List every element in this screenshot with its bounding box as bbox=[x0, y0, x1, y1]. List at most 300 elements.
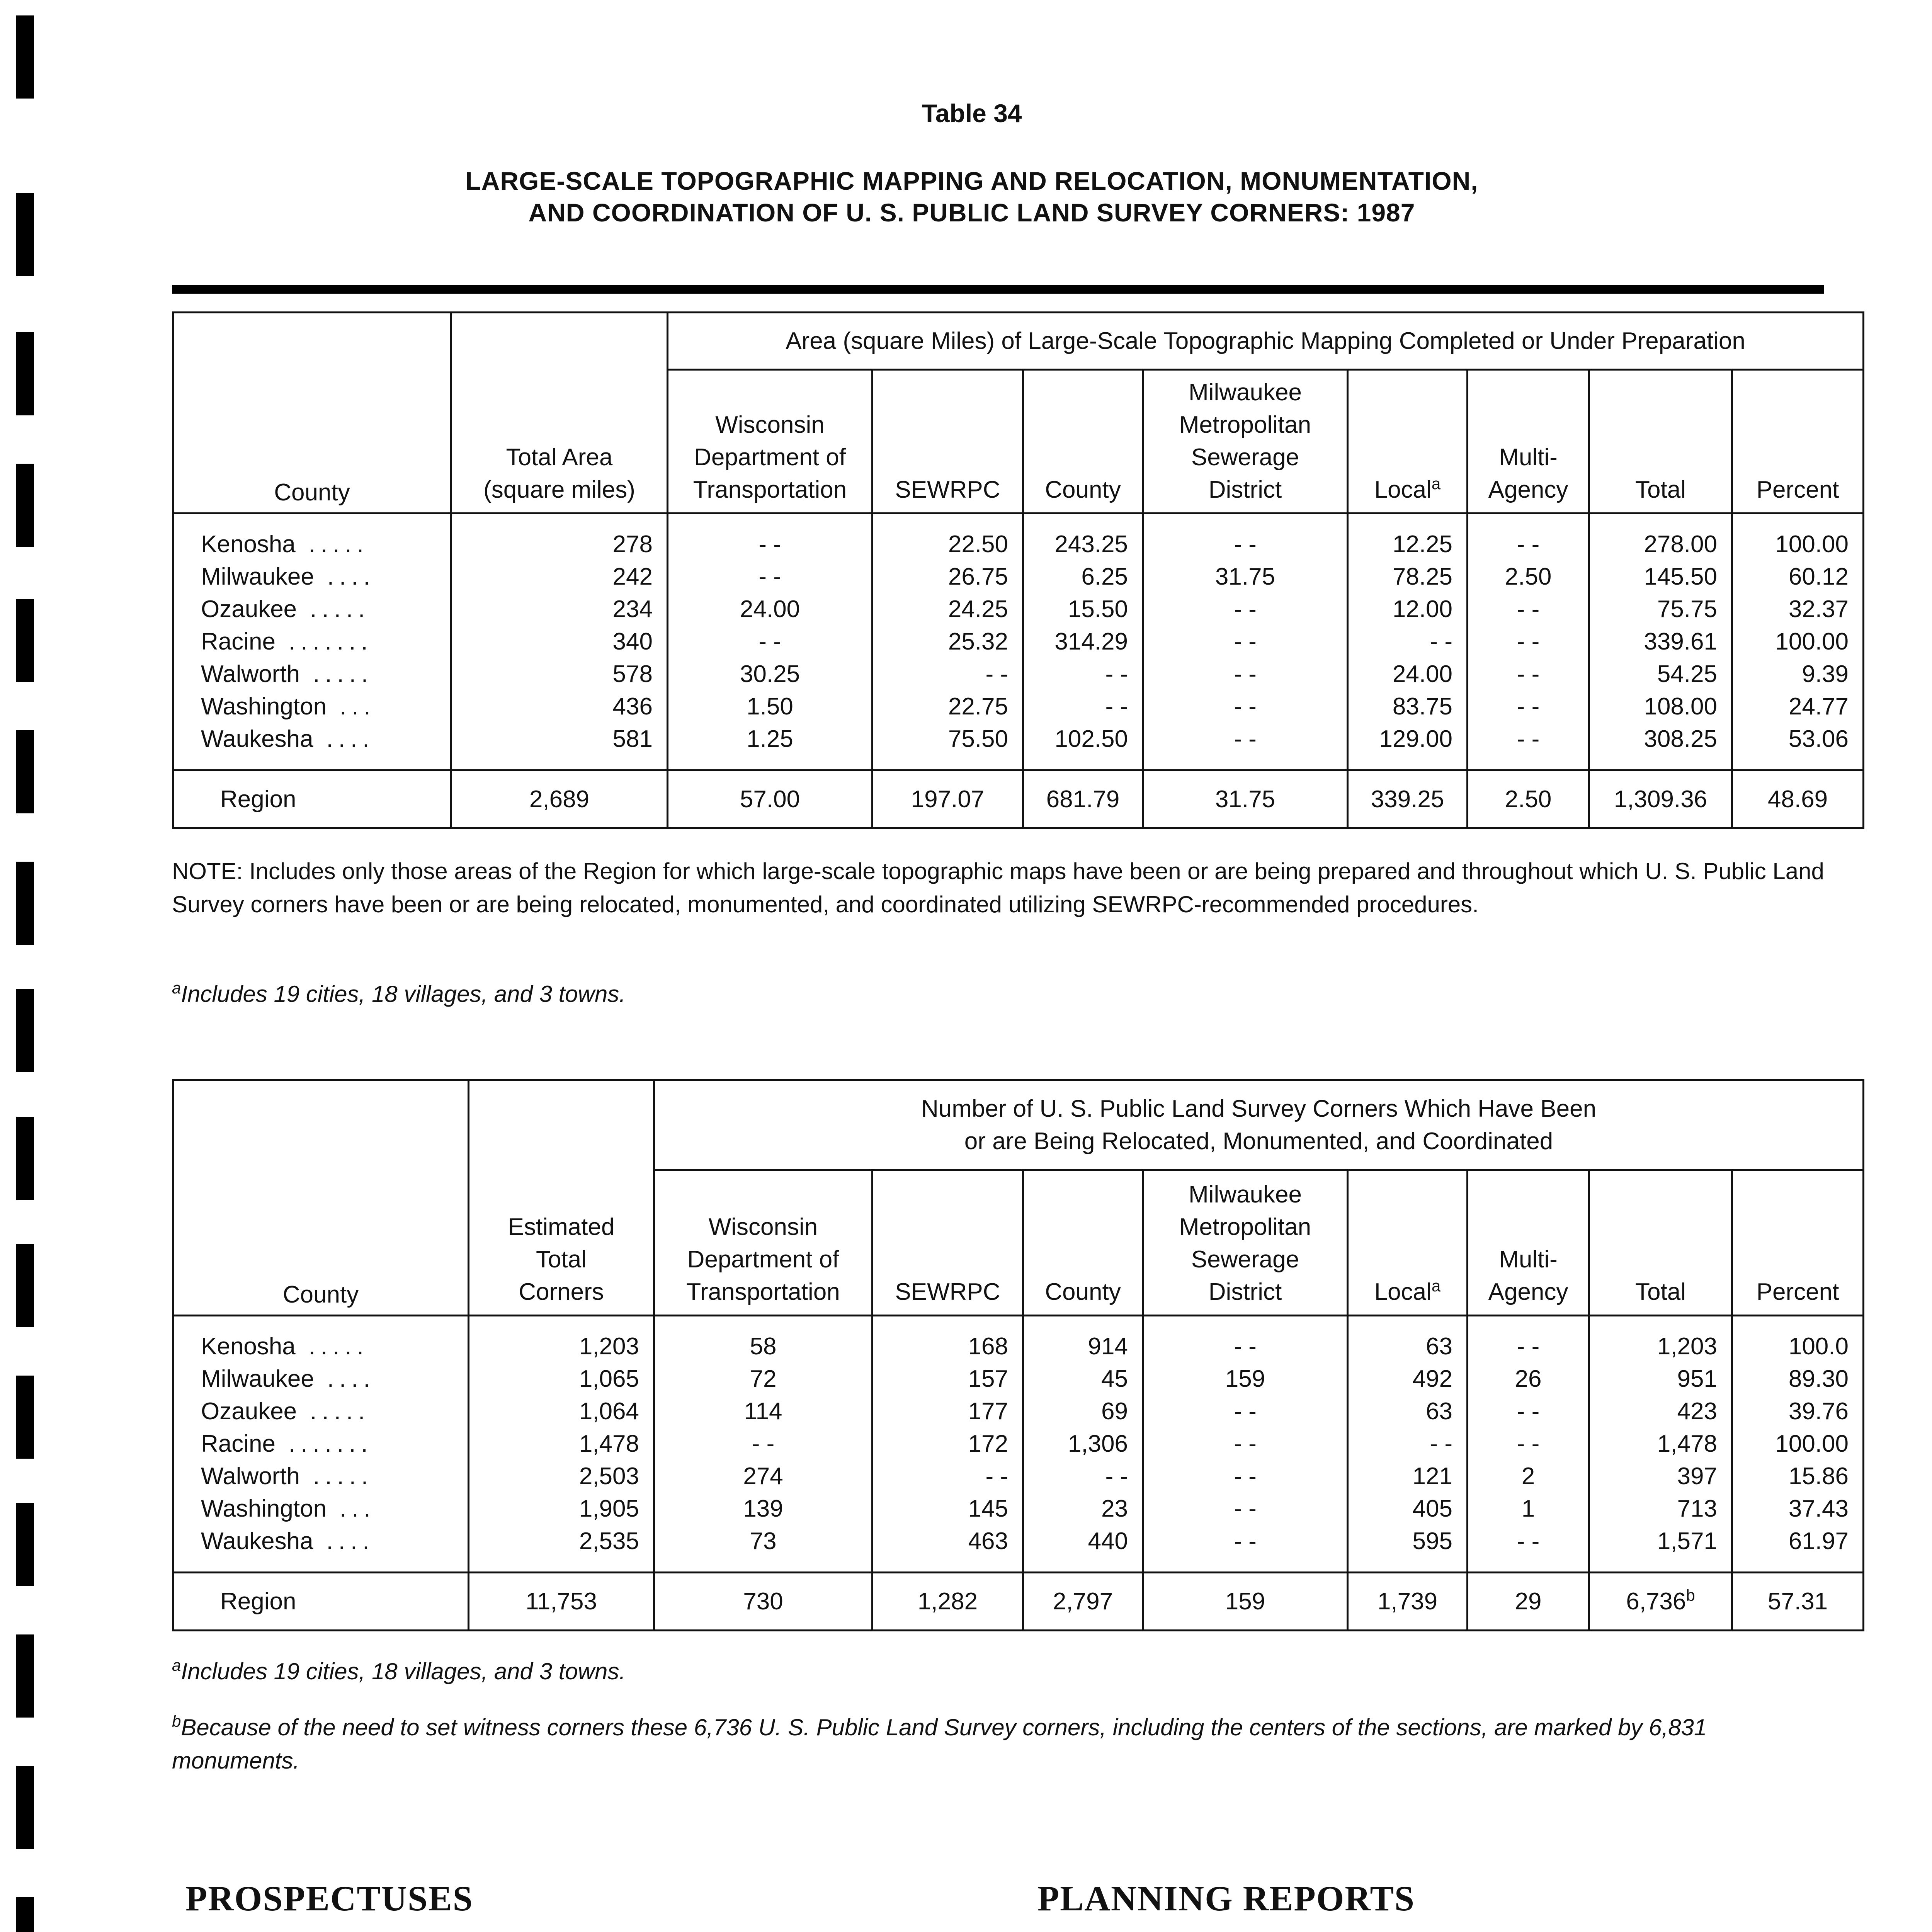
region-value: 730 bbox=[743, 1588, 783, 1615]
region-value: 1,739 bbox=[1377, 1588, 1438, 1615]
header-line: Department of bbox=[687, 1246, 839, 1273]
cell-local: 492 bbox=[1348, 1363, 1468, 1395]
header-sewrpc: SEWRPC bbox=[872, 370, 1023, 514]
cell-percent: 61.97 bbox=[1732, 1525, 1864, 1573]
header-line: Metropolitan bbox=[1179, 412, 1311, 438]
leader-dots: ..... bbox=[308, 1333, 369, 1360]
binder-hole bbox=[16, 1897, 34, 1932]
cell-total: 75.75 bbox=[1589, 593, 1732, 626]
cell-local: 83.75 bbox=[1348, 690, 1468, 723]
region-local bbox=[1348, 1573, 1468, 1631]
county-label: Waukesha bbox=[201, 726, 313, 752]
cell-wisdot: - - bbox=[668, 561, 872, 593]
table-row bbox=[173, 593, 1864, 626]
region-multi bbox=[1468, 1573, 1589, 1631]
cell-total: 54.25 bbox=[1589, 658, 1732, 690]
cell-wisdot: 58 bbox=[654, 1316, 872, 1363]
cell-mmsd: - - bbox=[1143, 1316, 1348, 1363]
header-wisdot bbox=[668, 370, 872, 514]
cell-percent: 100.00 bbox=[1732, 626, 1864, 658]
cell-est-corners: 1,905 bbox=[469, 1493, 654, 1525]
planning-reports-heading: PLANNING REPORTS bbox=[1037, 1879, 1415, 1918]
cell-mmsd: - - bbox=[1143, 1493, 1348, 1525]
cell-county-val: 1,306 bbox=[1023, 1428, 1143, 1460]
cell-wisdot: 72 bbox=[654, 1363, 872, 1395]
header-est-corners bbox=[469, 1080, 654, 1316]
header-group-corners bbox=[654, 1080, 1864, 1170]
header-line: Wisconsin bbox=[715, 412, 825, 438]
cell-total-area: 242 bbox=[451, 561, 668, 593]
cell-multi: - - bbox=[1468, 1395, 1589, 1428]
table-row bbox=[173, 658, 1864, 690]
cell-est-corners: 1,203 bbox=[469, 1316, 654, 1363]
region-value: 2,689 bbox=[529, 786, 590, 813]
header-local-label: Local bbox=[1374, 476, 1432, 503]
mapping-table bbox=[172, 311, 1864, 829]
table-row bbox=[173, 561, 1864, 593]
cell-sewrpc: 168 bbox=[872, 1316, 1023, 1363]
leader-dots: ... bbox=[340, 693, 376, 720]
footnote-marker: a bbox=[172, 1656, 181, 1674]
county-name bbox=[173, 723, 451, 770]
note-text: Includes only those areas of the Region for which large-scale topographic maps have been or are being prepared and throughout which U. S. Public Land Survey corners have been or are being relocated, monumented, and coordinated utilizing SEWRPC-recommended procedures. bbox=[172, 858, 1824, 917]
cell-local: 78.25 bbox=[1348, 561, 1468, 593]
binder-hole bbox=[16, 1376, 34, 1459]
cell-county-val: 314.29 bbox=[1023, 626, 1143, 658]
header-group-area-label: Area (square Miles) of Large-Scale Topographic Mapping Completed or Under Preparation bbox=[786, 327, 1745, 354]
county-label: Washington bbox=[201, 693, 327, 720]
cell-total-area: 234 bbox=[451, 593, 668, 626]
cell-local: 595 bbox=[1348, 1525, 1468, 1573]
cell-sewrpc: 24.25 bbox=[872, 593, 1023, 626]
leader-dots: ....... bbox=[289, 628, 373, 655]
header-line: District bbox=[1208, 1279, 1282, 1305]
header-county-col: County bbox=[1023, 370, 1143, 514]
cell-mmsd: - - bbox=[1143, 690, 1348, 723]
cell-wisdot: 73 bbox=[654, 1525, 872, 1573]
header-line: Multi- bbox=[1499, 1246, 1558, 1273]
cell-percent: 37.43 bbox=[1732, 1493, 1864, 1525]
header-total: Total bbox=[1589, 370, 1732, 514]
table-row bbox=[173, 1395, 1864, 1428]
header-total-area-line: (square miles) bbox=[483, 476, 635, 503]
cell-percent: 53.06 bbox=[1732, 723, 1864, 770]
region-mmsd bbox=[1143, 770, 1348, 828]
region-value: 57.00 bbox=[740, 786, 800, 813]
cell-local: 24.00 bbox=[1348, 658, 1468, 690]
cell-multi: - - bbox=[1468, 1525, 1589, 1573]
table-row bbox=[173, 690, 1864, 723]
header-wisdot bbox=[654, 1170, 872, 1316]
leader-dots: ..... bbox=[313, 1463, 374, 1490]
leader-dots: .... bbox=[326, 726, 375, 752]
cell-sewrpc: - - bbox=[872, 1460, 1023, 1493]
cell-wisdot: 1.50 bbox=[668, 690, 872, 723]
county-name bbox=[173, 658, 451, 690]
header-local bbox=[1348, 1170, 1468, 1316]
county-label: Kenosha bbox=[201, 531, 296, 558]
header-mmsd bbox=[1143, 370, 1348, 514]
cell-multi: 26 bbox=[1468, 1363, 1589, 1395]
cell-local: - - bbox=[1348, 1428, 1468, 1460]
table-row bbox=[173, 1363, 1864, 1395]
cell-county-val: 102.50 bbox=[1023, 723, 1143, 770]
county-name bbox=[173, 1525, 469, 1573]
cell-mmsd: - - bbox=[1143, 626, 1348, 658]
cell-multi: 1 bbox=[1468, 1493, 1589, 1525]
cell-total: 145.50 bbox=[1589, 561, 1732, 593]
cell-local: 405 bbox=[1348, 1493, 1468, 1525]
cell-sewrpc: 157 bbox=[872, 1363, 1023, 1395]
cell-mmsd: - - bbox=[1143, 1395, 1348, 1428]
cell-multi: - - bbox=[1468, 593, 1589, 626]
cell-local: 12.00 bbox=[1348, 593, 1468, 626]
leader-dots: ..... bbox=[308, 531, 369, 558]
binder-hole bbox=[16, 599, 34, 682]
cell-wisdot: 1.25 bbox=[668, 723, 872, 770]
cell-total: 423 bbox=[1589, 1395, 1732, 1428]
region-multi bbox=[1468, 770, 1589, 828]
region-total-area bbox=[451, 770, 668, 828]
cell-total: 1,478 bbox=[1589, 1428, 1732, 1460]
header-line: Department of bbox=[694, 444, 846, 471]
region-value: 681.79 bbox=[1046, 786, 1120, 813]
region-percent bbox=[1732, 770, 1864, 828]
county-name bbox=[173, 1428, 469, 1460]
cell-sewrpc: 26.75 bbox=[872, 561, 1023, 593]
cell-wisdot: 114 bbox=[654, 1395, 872, 1428]
cell-total-area: 581 bbox=[451, 723, 668, 770]
header-line: District bbox=[1208, 476, 1282, 503]
county-label: Milwaukee bbox=[201, 563, 314, 590]
cell-wisdot: 274 bbox=[654, 1460, 872, 1493]
cell-total: 278.00 bbox=[1589, 514, 1732, 561]
header-line: Agency bbox=[1488, 1279, 1568, 1305]
cell-county-val: 23 bbox=[1023, 1493, 1143, 1525]
header-sewrpc: SEWRPC bbox=[872, 1170, 1023, 1316]
cell-multi: 2 bbox=[1468, 1460, 1589, 1493]
cell-sewrpc: 22.50 bbox=[872, 514, 1023, 561]
cell-local: 63 bbox=[1348, 1395, 1468, 1428]
county-name bbox=[173, 561, 451, 593]
cell-total: 339.61 bbox=[1589, 626, 1732, 658]
cell-percent: 24.77 bbox=[1732, 690, 1864, 723]
county-name bbox=[173, 626, 451, 658]
cell-percent: 100.00 bbox=[1732, 514, 1864, 561]
cell-multi: - - bbox=[1468, 626, 1589, 658]
header-line: Milwaukee bbox=[1189, 379, 1302, 406]
table-row bbox=[173, 723, 1864, 770]
cell-multi: - - bbox=[1468, 723, 1589, 770]
cell-sewrpc: 463 bbox=[872, 1525, 1023, 1573]
header-line: Sewerage bbox=[1191, 1246, 1299, 1273]
cell-local: - - bbox=[1348, 626, 1468, 658]
cell-est-corners: 1,064 bbox=[469, 1395, 654, 1428]
footnote-marker: b bbox=[1686, 1586, 1695, 1604]
binder-hole bbox=[16, 332, 34, 415]
cell-total-area: 278 bbox=[451, 514, 668, 561]
county-name bbox=[173, 1493, 469, 1525]
footnote-marker: a bbox=[1431, 474, 1441, 493]
region-value: 6,736 bbox=[1626, 1588, 1686, 1615]
cell-multi: - - bbox=[1468, 690, 1589, 723]
table-number: Table 34 bbox=[922, 99, 1022, 128]
county-label: Kenosha bbox=[201, 1333, 296, 1360]
cell-sewrpc: 177 bbox=[872, 1395, 1023, 1428]
footnote-marker: a bbox=[1431, 1277, 1441, 1295]
header-group-corners-line: or are Being Relocated, Monumented, and Coordinated bbox=[964, 1128, 1553, 1155]
cell-total: 397 bbox=[1589, 1460, 1732, 1493]
cell-mmsd: - - bbox=[1143, 593, 1348, 626]
title-rule bbox=[172, 285, 1824, 294]
cell-wisdot: - - bbox=[668, 626, 872, 658]
footnote-text: Includes 19 cities, 18 villages, and 3 towns. bbox=[181, 1658, 626, 1684]
cell-mmsd: - - bbox=[1143, 1428, 1348, 1460]
region-value: 29 bbox=[1515, 1588, 1542, 1615]
leader-dots: .... bbox=[327, 1366, 376, 1392]
leader-dots: ....... bbox=[289, 1430, 373, 1457]
region-value: 197.07 bbox=[911, 786, 985, 813]
cell-sewrpc: 145 bbox=[872, 1493, 1023, 1525]
cell-wisdot: 30.25 bbox=[668, 658, 872, 690]
binder-holes bbox=[0, 0, 77, 1932]
table1-note bbox=[172, 855, 1830, 921]
cell-multi: - - bbox=[1468, 1428, 1589, 1460]
cell-total: 951 bbox=[1589, 1363, 1732, 1395]
cell-sewrpc: 22.75 bbox=[872, 690, 1023, 723]
leader-dots: .... bbox=[327, 563, 376, 590]
header-local bbox=[1348, 370, 1468, 514]
header-line: Corners bbox=[519, 1279, 604, 1305]
footnote-text: Includes 19 cities, 18 villages, and 3 towns. bbox=[181, 981, 626, 1007]
corners-table bbox=[172, 1079, 1864, 1631]
region-value: 1,309.36 bbox=[1614, 786, 1708, 813]
county-name bbox=[173, 1460, 469, 1493]
header-total-area-line: Total Area bbox=[506, 444, 613, 471]
region-local bbox=[1348, 770, 1468, 828]
header-line: Transportation bbox=[686, 1279, 840, 1305]
county-name bbox=[173, 514, 451, 561]
binder-hole bbox=[16, 989, 34, 1072]
header-line: Estimated bbox=[508, 1214, 615, 1240]
region-county-val bbox=[1023, 1573, 1143, 1631]
cell-mmsd: - - bbox=[1143, 658, 1348, 690]
county-label: Ozaukee bbox=[201, 1398, 297, 1425]
binder-hole bbox=[16, 1244, 34, 1327]
county-name bbox=[173, 1316, 469, 1363]
cell-wisdot: - - bbox=[654, 1428, 872, 1460]
cell-mmsd: - - bbox=[1143, 1525, 1348, 1573]
county-label: Racine bbox=[201, 628, 276, 655]
table-title-line-1: LARGE-SCALE TOPOGRAPHIC MAPPING AND RELOCATION, MONUMENTATION, bbox=[465, 167, 1478, 195]
county-label: Walworth bbox=[201, 1463, 300, 1490]
cell-total-area: 436 bbox=[451, 690, 668, 723]
header-percent: Percent bbox=[1732, 1170, 1864, 1316]
cell-local: 63 bbox=[1348, 1316, 1468, 1363]
county-label: Racine bbox=[201, 1430, 276, 1457]
header-line: Agency bbox=[1488, 476, 1568, 503]
cell-mmsd: - - bbox=[1143, 514, 1348, 561]
cell-percent: 100.00 bbox=[1732, 1428, 1864, 1460]
header-group-area bbox=[668, 313, 1864, 370]
header-county-col: County bbox=[1023, 1170, 1143, 1316]
cell-percent: 60.12 bbox=[1732, 561, 1864, 593]
county-name bbox=[173, 690, 451, 723]
table-row bbox=[173, 1493, 1864, 1525]
region-total-row bbox=[173, 1573, 1864, 1631]
county-name bbox=[173, 593, 451, 626]
region-total-row bbox=[173, 770, 1864, 828]
cell-county-val: 45 bbox=[1023, 1363, 1143, 1395]
header-total: Total bbox=[1589, 1170, 1732, 1316]
table1-footnote-a bbox=[172, 978, 626, 1011]
region-value: 31.75 bbox=[1215, 786, 1276, 813]
cell-county-val: - - bbox=[1023, 690, 1143, 723]
cell-county-val: 69 bbox=[1023, 1395, 1143, 1428]
cell-sewrpc: 172 bbox=[872, 1428, 1023, 1460]
cell-total: 308.25 bbox=[1589, 723, 1732, 770]
binder-hole bbox=[16, 1634, 34, 1718]
cell-est-corners: 2,535 bbox=[469, 1525, 654, 1573]
region-percent bbox=[1732, 1573, 1864, 1631]
region-total bbox=[1589, 1573, 1732, 1631]
region-total bbox=[1589, 770, 1732, 828]
cell-wisdot: 24.00 bbox=[668, 593, 872, 626]
header-line: Transportation bbox=[693, 476, 847, 503]
table-row bbox=[173, 1525, 1864, 1573]
cell-multi: 2.50 bbox=[1468, 561, 1589, 593]
region-label: Region bbox=[173, 1573, 469, 1631]
county-label: Waukesha bbox=[201, 1528, 313, 1554]
binder-hole bbox=[16, 1503, 34, 1586]
county-name bbox=[173, 1363, 469, 1395]
footnote-marker: b bbox=[172, 1712, 181, 1730]
cell-mmsd: - - bbox=[1143, 723, 1348, 770]
cell-percent: 39.76 bbox=[1732, 1395, 1864, 1428]
cell-sewrpc: 75.50 bbox=[872, 723, 1023, 770]
cell-sewrpc: 25.32 bbox=[872, 626, 1023, 658]
region-value: 159 bbox=[1225, 1588, 1265, 1615]
note-label: NOTE: bbox=[172, 858, 243, 884]
region-sewrpc bbox=[872, 770, 1023, 828]
cell-local: 12.25 bbox=[1348, 514, 1468, 561]
leader-dots: ..... bbox=[310, 1398, 371, 1425]
region-value: 48.69 bbox=[1767, 786, 1828, 813]
region-label: Region bbox=[173, 770, 451, 828]
cell-mmsd: - - bbox=[1143, 1460, 1348, 1493]
cell-local: 129.00 bbox=[1348, 723, 1468, 770]
cell-multi: - - bbox=[1468, 658, 1589, 690]
cell-county-val: - - bbox=[1023, 658, 1143, 690]
header-county-label: County bbox=[274, 479, 350, 506]
cell-est-corners: 2,503 bbox=[469, 1460, 654, 1493]
table2-footnote-b bbox=[172, 1711, 1830, 1777]
binder-hole bbox=[16, 464, 34, 547]
table-title-line-2: AND COORDINATION OF U. S. PUBLIC LAND SURVEY CORNERS: 1987 bbox=[528, 198, 1415, 227]
header-line: Total bbox=[536, 1246, 587, 1273]
header-total-area bbox=[451, 313, 668, 514]
leader-dots: ..... bbox=[313, 661, 374, 687]
region-value: 11,753 bbox=[525, 1588, 597, 1615]
cell-sewrpc: - - bbox=[872, 658, 1023, 690]
county-label: Milwaukee bbox=[201, 1366, 314, 1392]
region-mmsd bbox=[1143, 1573, 1348, 1631]
cell-total: 713 bbox=[1589, 1493, 1732, 1525]
table-row bbox=[173, 626, 1864, 658]
cell-mmsd: 31.75 bbox=[1143, 561, 1348, 593]
region-wisdot bbox=[668, 770, 872, 828]
table-row bbox=[173, 1428, 1864, 1460]
county-label: Ozaukee bbox=[201, 596, 297, 622]
cell-percent: 9.39 bbox=[1732, 658, 1864, 690]
cell-local: 121 bbox=[1348, 1460, 1468, 1493]
leader-dots: .... bbox=[326, 1528, 375, 1554]
cell-total: 1,203 bbox=[1589, 1316, 1732, 1363]
region-value: 1,282 bbox=[917, 1588, 978, 1615]
header-local-label: Local bbox=[1374, 1279, 1432, 1305]
footnote-text: Because of the need to set witness corners these 6,736 U. S. Public Land Survey corners, including the centers of the sections, are marked by 6,831 monuments. bbox=[172, 1714, 1707, 1774]
region-sewrpc bbox=[872, 1573, 1023, 1631]
binder-hole bbox=[16, 1766, 34, 1849]
header-multi-agency bbox=[1468, 1170, 1589, 1316]
binder-hole bbox=[16, 862, 34, 945]
region-est-corners bbox=[469, 1573, 654, 1631]
cell-county-val: 6.25 bbox=[1023, 561, 1143, 593]
county-label: Washington bbox=[201, 1495, 327, 1522]
cell-total: 108.00 bbox=[1589, 690, 1732, 723]
region-value: 339.25 bbox=[1371, 786, 1444, 813]
cell-percent: 100.0 bbox=[1732, 1316, 1864, 1363]
table-row bbox=[173, 514, 1864, 561]
header-mmsd bbox=[1143, 1170, 1348, 1316]
table-row bbox=[173, 1460, 1864, 1493]
header-line: Multi- bbox=[1499, 444, 1558, 471]
cell-total: 1,571 bbox=[1589, 1525, 1732, 1573]
binder-hole bbox=[16, 730, 34, 813]
region-wisdot bbox=[654, 1573, 872, 1631]
header-county bbox=[173, 1080, 469, 1316]
table-row bbox=[173, 1316, 1864, 1363]
header-line: Metropolitan bbox=[1179, 1214, 1311, 1240]
cell-multi: - - bbox=[1468, 514, 1589, 561]
binder-hole bbox=[16, 15, 34, 99]
cell-wisdot: - - bbox=[668, 514, 872, 561]
cell-county-val: 914 bbox=[1023, 1316, 1143, 1363]
header-line: Milwaukee bbox=[1189, 1181, 1302, 1208]
region-county-val bbox=[1023, 770, 1143, 828]
cell-wisdot: 139 bbox=[654, 1493, 872, 1525]
leader-dots: ... bbox=[340, 1495, 376, 1522]
cell-county-val: - - bbox=[1023, 1460, 1143, 1493]
cell-multi: - - bbox=[1468, 1316, 1589, 1363]
header-county-label: County bbox=[282, 1281, 359, 1308]
cell-county-val: 243.25 bbox=[1023, 514, 1143, 561]
header-line: Sewerage bbox=[1191, 444, 1299, 471]
county-label: Walworth bbox=[201, 661, 300, 687]
table2-footnote-a bbox=[172, 1655, 626, 1688]
footnote-marker: a bbox=[172, 979, 181, 997]
header-multi-agency bbox=[1468, 370, 1589, 514]
header-line: Wisconsin bbox=[708, 1214, 818, 1240]
binder-hole bbox=[16, 1117, 34, 1200]
cell-percent: 89.30 bbox=[1732, 1363, 1864, 1395]
cell-percent: 15.86 bbox=[1732, 1460, 1864, 1493]
cell-est-corners: 1,065 bbox=[469, 1363, 654, 1395]
prospectuses-heading: PROSPECTUSES bbox=[185, 1879, 473, 1918]
header-county bbox=[173, 313, 451, 514]
region-value: 2.50 bbox=[1505, 786, 1552, 813]
region-value: 57.31 bbox=[1767, 1588, 1828, 1615]
